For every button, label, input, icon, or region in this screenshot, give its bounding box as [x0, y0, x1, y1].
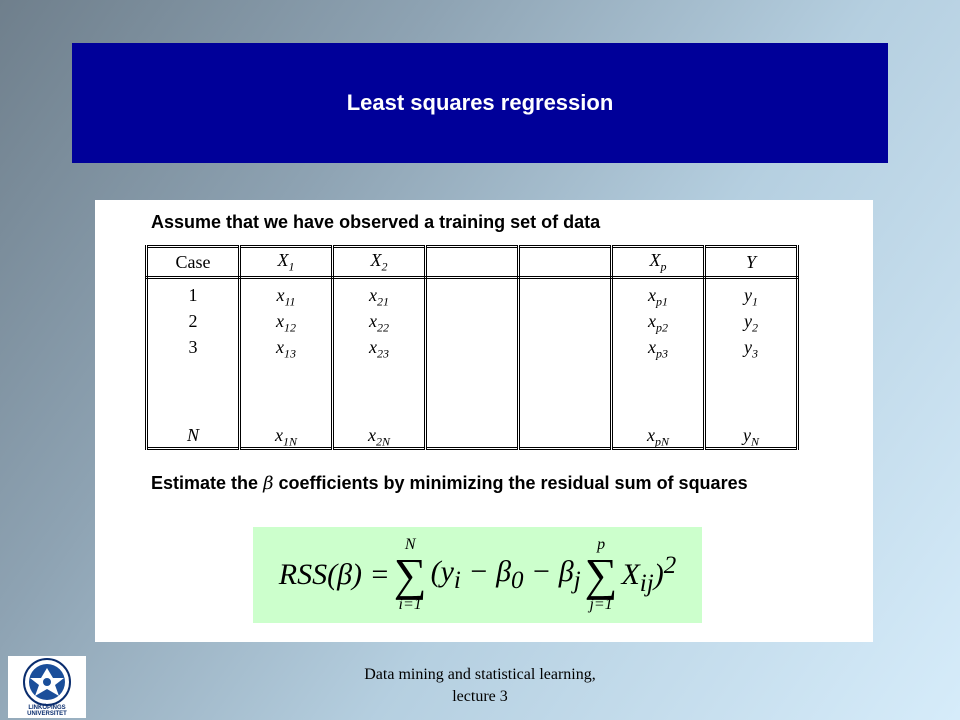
- table-cell: $x_{p1}$: [648, 285, 668, 309]
- header-case: Case: [147, 247, 240, 278]
- table-body-row: [147, 278, 798, 449]
- logo-caption: LINKÖPINGS UNIVERSITET: [27, 705, 67, 717]
- header-x1: $X_1$: [240, 247, 333, 278]
- header-empty-2: [519, 247, 612, 278]
- table-cell: $y_1$: [744, 285, 758, 309]
- table-cell: $y_N$: [742, 425, 759, 449]
- table-cell: $x_{23}$: [369, 337, 389, 361]
- header-empty-1: [426, 247, 519, 278]
- table-cell: $x_{pN}$: [646, 425, 669, 449]
- table-cell: $x_{22}$: [369, 311, 389, 335]
- table-header-row: [147, 247, 798, 278]
- col-case: [147, 278, 240, 449]
- table-cell: 1: [188, 285, 198, 305]
- table-cell: 2: [188, 311, 198, 331]
- header-y: Y: [705, 247, 798, 278]
- col-y: [705, 278, 798, 449]
- table-cell: $x_{13}$: [276, 337, 296, 361]
- title-banner: [72, 43, 888, 163]
- footer: [300, 664, 660, 708]
- col-xp: [612, 278, 705, 449]
- table-cell: $x_{p3}$: [648, 337, 668, 361]
- col-x2: [333, 278, 426, 449]
- beta-symbol: β: [263, 473, 274, 494]
- university-logo: [8, 656, 86, 718]
- footer-line-2: lecture 3: [452, 688, 508, 705]
- table-cell: $x_{12}$: [276, 311, 296, 335]
- col-empty-1: [426, 278, 519, 449]
- table-cell: $y_3$: [744, 337, 758, 361]
- estimate-suffix: coefficients by minimizing the residual sum of squares: [278, 473, 748, 493]
- table-cell: N: [186, 425, 199, 445]
- table-cell: $x_{11}$: [276, 285, 296, 309]
- table-cell: $y_2$: [744, 311, 758, 335]
- header-x2: $X_2$: [333, 247, 426, 278]
- header-xp: $X_p$: [612, 247, 705, 278]
- slide-title: Least squares regression: [346, 90, 614, 115]
- table-cell: $x_{2N}$: [367, 425, 390, 449]
- table-cell: $x_{21}$: [369, 285, 389, 309]
- content-panel: [95, 200, 873, 642]
- col-empty-2: [519, 278, 612, 449]
- rss-formula: RSS(β) = N ∑ i=1 ($y_i - \beta_0 - \beta_j$ p ∑ j=1 $X_{ij})^2$: [253, 527, 702, 623]
- intro-text: Assume that we have observed a training set of data: [151, 212, 601, 232]
- col-x1: [240, 278, 333, 449]
- footer-line-1: Data mining and statistical learning,: [364, 666, 596, 683]
- table-cell: $x_{p2}$: [648, 311, 668, 335]
- training-data-table: [145, 245, 799, 450]
- estimate-prefix: Estimate the: [151, 473, 259, 493]
- estimate-text: [151, 470, 851, 497]
- table-cell: 3: [188, 337, 198, 357]
- table-cell: $x_{1N}$: [274, 425, 297, 449]
- logo-emblem-icon: [8, 656, 86, 708]
